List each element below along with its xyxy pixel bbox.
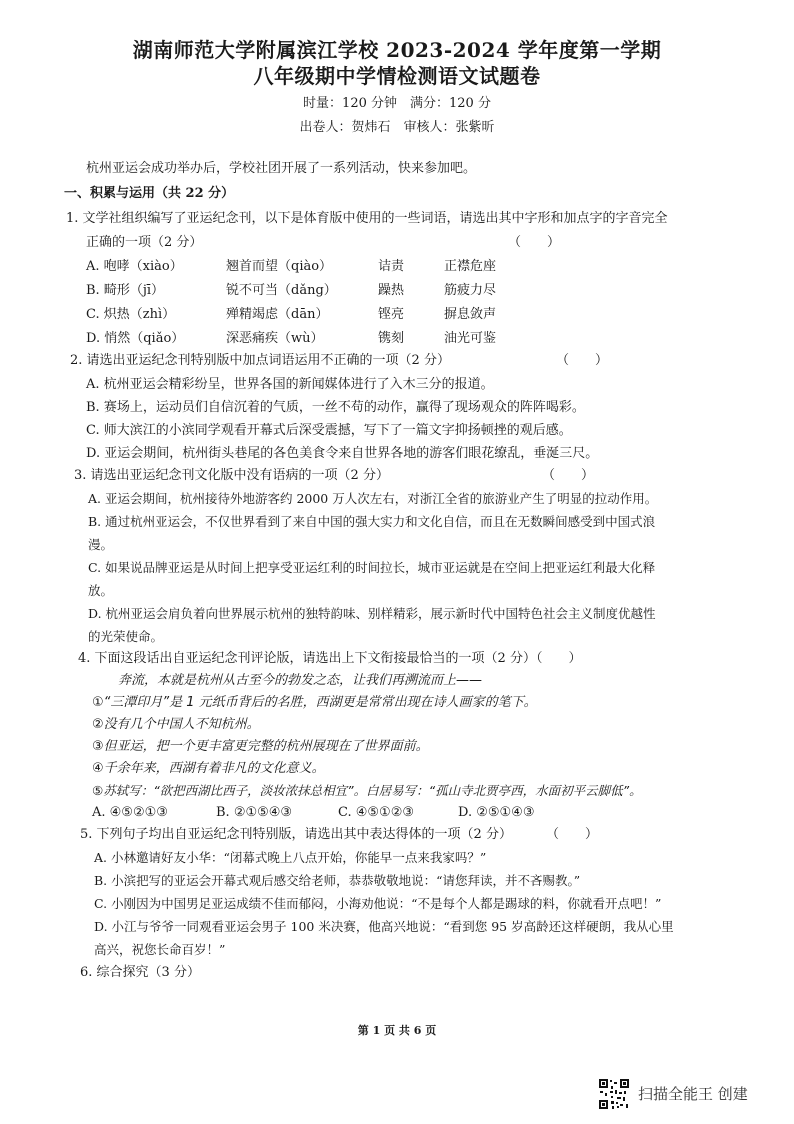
- q5-option-d-line2: 高兴，祝您长命百岁！”: [94, 942, 226, 957]
- scanner-watermark: 扫描全能王 创建: [638, 1085, 748, 1103]
- qr-code-icon: [598, 1078, 630, 1110]
- q3-option-d-line1: D. 杭州亚运会肩负着向世界展示杭州的独特韵味、别样精彩，展示新时代中国特色社会主义制度优越性: [88, 606, 656, 621]
- q4-sentence-5: ⑤苏轼写：“欲把西湖比西子，淡妆浓抹总相宜”。白居易写：“孤山寺北贾亭西，水面初平云脚低”。: [92, 783, 642, 798]
- q1-option-a-col1: A. 咆哮（xiào）: [86, 259, 183, 274]
- q4-sentence-4: ④千余年来，西湖有着非凡的文化意义。: [92, 761, 325, 776]
- section-heading: 一、积累与运用（共 22 分）: [64, 186, 235, 201]
- q4-choice-d: D. ②⑤①④③: [458, 805, 535, 820]
- q3-option-c-line1: C. 如果说品牌亚运是从时间上把享受亚运红利的时间拉长，城市亚运就是在空间上把亚运红利最大化释: [88, 560, 656, 575]
- q4-choice-b: B. ②①⑤④③: [216, 805, 293, 820]
- q1-stem-line1: 1. 文学社组织编写了亚运纪念刊，以下是体育版中使用的一些词语，请选出其中字形和加点字的字音完全: [66, 211, 668, 226]
- page-footer: 第 1 页 共 6 页: [357, 1024, 437, 1037]
- q4-sentence-2: ②没有几个中国人不知杭州。: [92, 717, 260, 732]
- q2-answer-blank: （ ）: [556, 353, 609, 368]
- q1-option-a-col2: 翘首而望（qiào）: [226, 259, 333, 274]
- q1-option-c-col4: 摒息敛声: [444, 307, 497, 322]
- q3-option-a: A. 亚运会期间，杭州接待外地游客约 2000 万人次左右，对浙江全省的旅游业产生了明显的拉动作用。: [88, 491, 658, 506]
- q1-option-b-col1: B. 畸形（jī）: [86, 283, 165, 298]
- q4-stem: 4. 下面这段话出自亚运纪念刊评论版，请选出上下文衔接最恰当的一项（2 分）（ ）: [78, 651, 582, 666]
- q3-answer-blank: （ ）: [542, 468, 595, 483]
- q4-sentence-3: ③但亚运，把一个更丰富更完整的杭州展现在了世界面前。: [92, 739, 429, 754]
- intro-text: 杭州亚运会成功举办后，学校社团开展了一系列活动，快来参加吧。: [86, 161, 477, 176]
- q1-option-c-col1: C. 炽热（zhì）: [86, 307, 176, 322]
- exam-subtitle: 八年级期中学情检测语文试题卷: [253, 64, 541, 88]
- q1-option-b-col4: 筋疲力尽: [444, 283, 497, 298]
- q3-option-d-line2: 的光荣使命。: [88, 629, 164, 644]
- exam-authors: 出卷人：贺炜石 审核人：张紫昕: [299, 120, 495, 135]
- q2-option-c: C. 师大滨江的小滨同学观看开幕式后深受震撼，写下了一篇文字抑扬顿挫的观后感。: [86, 423, 572, 438]
- q1-option-d-col2: 深恶痛疾（wù）: [226, 331, 324, 346]
- q5-option-d-line1: D. 小江与爷爷一同观看亚运会男子 100 米决赛，他高兴地说：“看到您 95 岁高龄还这样硬朗，我从心里: [94, 919, 674, 934]
- q3-stem: 3. 请选出亚运纪念刊文化版中没有语病的一项（2 分）: [74, 468, 389, 483]
- q4-lead-text: 奔流，本就是杭州从古至今的勃发之态，让我们再溯流而上——: [118, 673, 483, 688]
- exam-title: 湖南师范大学附属滨江学校 2023-2024 学年度第一学期: [132, 38, 662, 62]
- q1-option-d-col1: D. 悄然（qiǎo）: [86, 331, 185, 346]
- q3-option-c-line2: 放。: [88, 583, 114, 598]
- q2-option-b: B. 赛场上，运动员们自信沉着的气质，一丝不苟的动作，赢得了现场观众的阵阵喝彩。: [86, 400, 585, 415]
- q2-stem: 2. 请选出亚运纪念刊特别版中加点词语运用不正确的一项（2 分）: [70, 353, 450, 368]
- q1-option-c-col3: 铿亮: [378, 307, 405, 322]
- q3-option-b-line2: 漫。: [88, 537, 114, 552]
- q5-option-b: B. 小滨把写的亚运会开幕式观后感交给老师，恭恭敬敬地说：“请您拜读，并不吝赐教。”: [94, 873, 581, 888]
- q1-option-c-col2: 殚精竭虑（dān）: [226, 307, 329, 322]
- q3-option-b-line1: B. 通过杭州亚运会，不仅世界看到了来自中国的强大实力和文化自信，而且在无数瞬间感受到中国式浪: [88, 514, 656, 529]
- q5-option-a: A. 小林邀请好友小华：“闭幕式晚上八点开始，你能早一点来我家吗？”: [94, 850, 487, 865]
- q1-option-b-col3: 躁热: [378, 283, 405, 298]
- q6-stem: 6. 综合探究（3 分）: [80, 965, 200, 980]
- q2-option-d: D. 亚运会期间，杭州街头巷尾的各色美食令来自世界各地的游客们眼花缭乱，垂涎三尺。: [86, 446, 599, 461]
- q1-option-d-col3: 镌刻: [378, 331, 405, 346]
- q5-answer-blank: （ ）: [546, 827, 599, 842]
- q1-option-d-col4: 油光可鉴: [444, 331, 497, 346]
- q1-option-b-col2: 锐不可当（dǎng）: [226, 283, 337, 298]
- q1-stem-line2: 正确的一项（2 分）: [86, 235, 203, 250]
- exam-time-score: 时量：120 分钟 满分：120 分: [303, 96, 491, 111]
- q5-option-c: C. 小刚因为中国男足亚运成绩不佳而郁闷，小海劝他说：“不是每个人都是踢球的料，你就看开点吧！”: [94, 896, 662, 911]
- q4-sentence-1: ①“三潭印月”是 1 元纸币背后的名胜，西湖更是常常出现在诗人画家的笔下。: [92, 695, 537, 710]
- q1-option-a-col3: 诘责: [378, 259, 405, 274]
- q2-option-a: A. 杭州亚运会精彩纷呈，世界各国的新闻媒体进行了入木三分的报道。: [86, 377, 494, 392]
- q1-answer-blank: （ ）: [508, 235, 561, 250]
- q1-option-a-col4: 正襟危座: [444, 259, 497, 274]
- q5-stem: 5. 下列句子均出自亚运纪念刊特别版，请选出其中表达得体的一项（2 分）: [80, 827, 512, 842]
- q4-choice-c: C. ④⑤①②③: [338, 805, 415, 820]
- q4-choice-a: A. ④⑤②①③: [92, 805, 168, 820]
